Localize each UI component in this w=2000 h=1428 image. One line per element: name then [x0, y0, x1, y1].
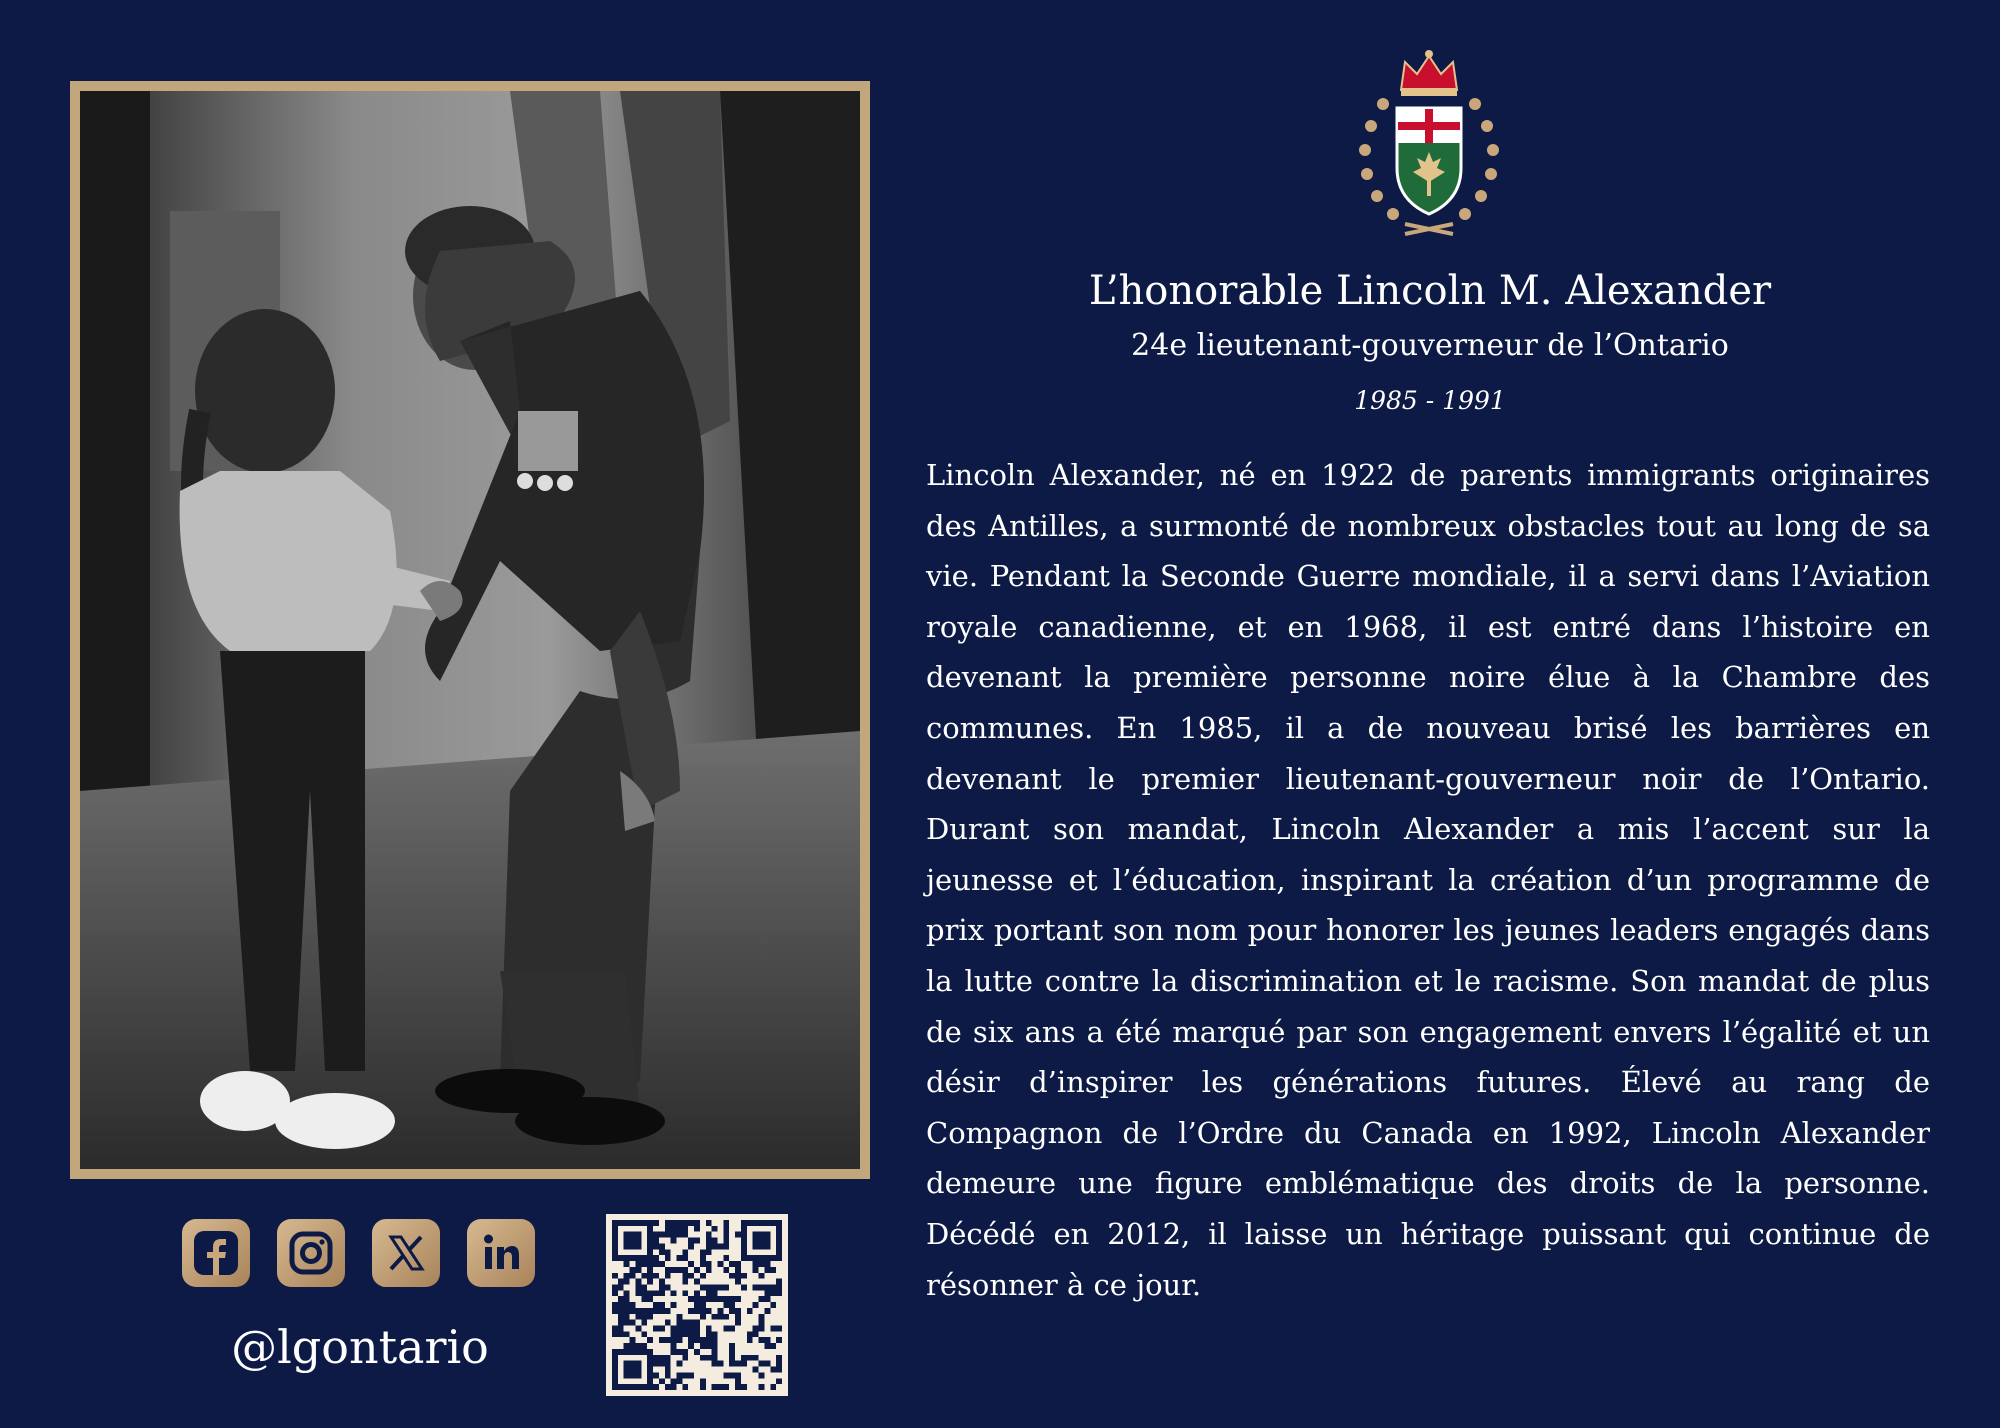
- coat-of-arms-logo: [1345, 48, 1513, 238]
- portrait-photo: [80, 91, 860, 1169]
- qr-code[interactable]: [606, 1214, 788, 1396]
- page-title: L’honorable Lincoln M. Alexander: [1088, 268, 1772, 314]
- social-icons: [182, 1219, 542, 1289]
- instagram-icon[interactable]: [277, 1219, 345, 1287]
- linkedin-icon[interactable]: [467, 1219, 535, 1287]
- page-subtitle: 24e lieutenant-gouverneur de l’Ontario: [1131, 328, 1729, 363]
- social-handle[interactable]: @lgontario: [231, 1320, 489, 1374]
- term-years: 1985 - 1991: [1354, 386, 1506, 415]
- x-icon[interactable]: [372, 1219, 440, 1287]
- facebook-icon[interactable]: [182, 1219, 250, 1287]
- photo-frame: [70, 81, 870, 1179]
- biography-text: Lincoln Alexander, né en 1922 de parents immigrants originaires des Antilles, a surmonté de nombreux obstacles tout au long de sa vie. Pendant la Seconde Guerre mondiale, il a servi dans l’Aviation royale canadienne, et en 1968, il est entré dans l’histoire en devenant la première personne noire élue à la Chambre des communes. En 1985, il a de nouveau brisé les barrières en devenant le premier lieutenant-gouverneur noir de l’Ontario. Durant son mandat, Lincoln Alexander a mis l’accent sur la jeunesse et l’éducation, inspirant la création d’un programme de prix portant son nom pour honorer les jeunes leaders engagés dans la lutte contre la discrimination et le racisme. Son mandat de plus de six ans a été marqué par son engagement envers l’égalité et un désir d’inspirer les générations futures. Élevé au rang de Compagnon de l’Ordre du Canada en 1992, Lincoln Alexander demeure une figure emblématique des droits de la personne. Décédé en 2012, il laisse un héritage puissant qui continue de résonner à ce jour.: [926, 458, 1930, 1302]
